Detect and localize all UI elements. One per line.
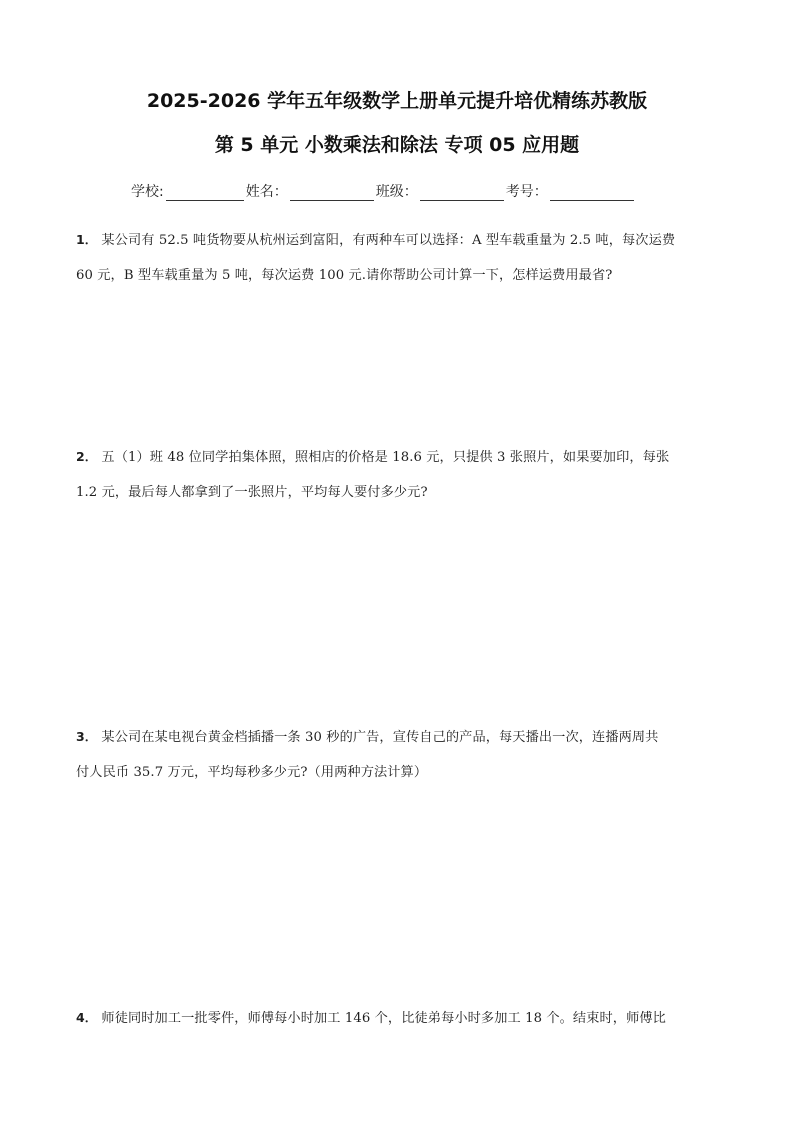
question-1 xyxy=(76,222,716,293)
name-label: 姓名： xyxy=(245,184,288,200)
question-3-number: 3． xyxy=(76,729,98,744)
question-4-text-1: 师徒同时加工一批零件，师傅每小时加工 146 个，比徒弟每小时多加工 18 个。结束时，师傅比 xyxy=(101,1011,666,1026)
question-1-text-1: 某公司有 52.5 吨货物要从杭州运到富阳，有两种车可以选择：A 型车载重量为 2.5 吨，每次运费 xyxy=(101,233,676,248)
question-2-line-1 xyxy=(76,439,716,475)
question-1-number: 1． xyxy=(76,232,98,247)
question-3-text-1: 某公司在某电视台黄金档插播一条 30 秒的广告，宣传自己的产品，每天播出一次，连播两周共 xyxy=(101,730,659,745)
exam-number-label: 考号： xyxy=(505,184,548,200)
question-4-line-1 xyxy=(76,1000,716,1036)
student-info-row xyxy=(131,181,671,201)
question-2 xyxy=(76,439,716,510)
worksheet-title: 2025-2026 学年五年级数学上册单元提升培优精练苏教版 xyxy=(146,90,648,112)
question-4-number: 4． xyxy=(76,1010,98,1025)
class-label: 班级： xyxy=(375,184,418,200)
exam-number-blank[interactable] xyxy=(550,186,634,201)
question-3 xyxy=(76,719,716,790)
name-blank[interactable] xyxy=(290,186,374,201)
question-3-text-2: 付人民币 35.7 万元，平均每秒多少元?（用两种方法计算） xyxy=(76,765,428,780)
question-2-text-2: 1.2 元，最后每人都拿到了一张照片，平均每人要付多少元? xyxy=(76,485,428,500)
question-4 xyxy=(76,1000,716,1036)
worksheet-subtitle: 第 5 单元 小数乘法和除法 专项 05 应用题 xyxy=(214,134,580,156)
class-blank[interactable] xyxy=(420,186,504,201)
question-3-line-1 xyxy=(76,719,716,755)
school-blank[interactable] xyxy=(166,186,244,201)
question-1-text-2: 60 元，B 型车载重量为 5 吨，每次运费 100 元.请你帮助公司计算一下，怎样运费用最省? xyxy=(76,268,613,283)
school-label: 学校: xyxy=(131,184,164,200)
question-1-line-1 xyxy=(76,222,716,258)
question-2-text-1: 五（1）班 48 位同学拍集体照，照相店的价格是 18.6 元，只提供 3 张照片，如果要加印，每张 xyxy=(101,450,670,465)
question-2-number: 2． xyxy=(76,449,98,464)
